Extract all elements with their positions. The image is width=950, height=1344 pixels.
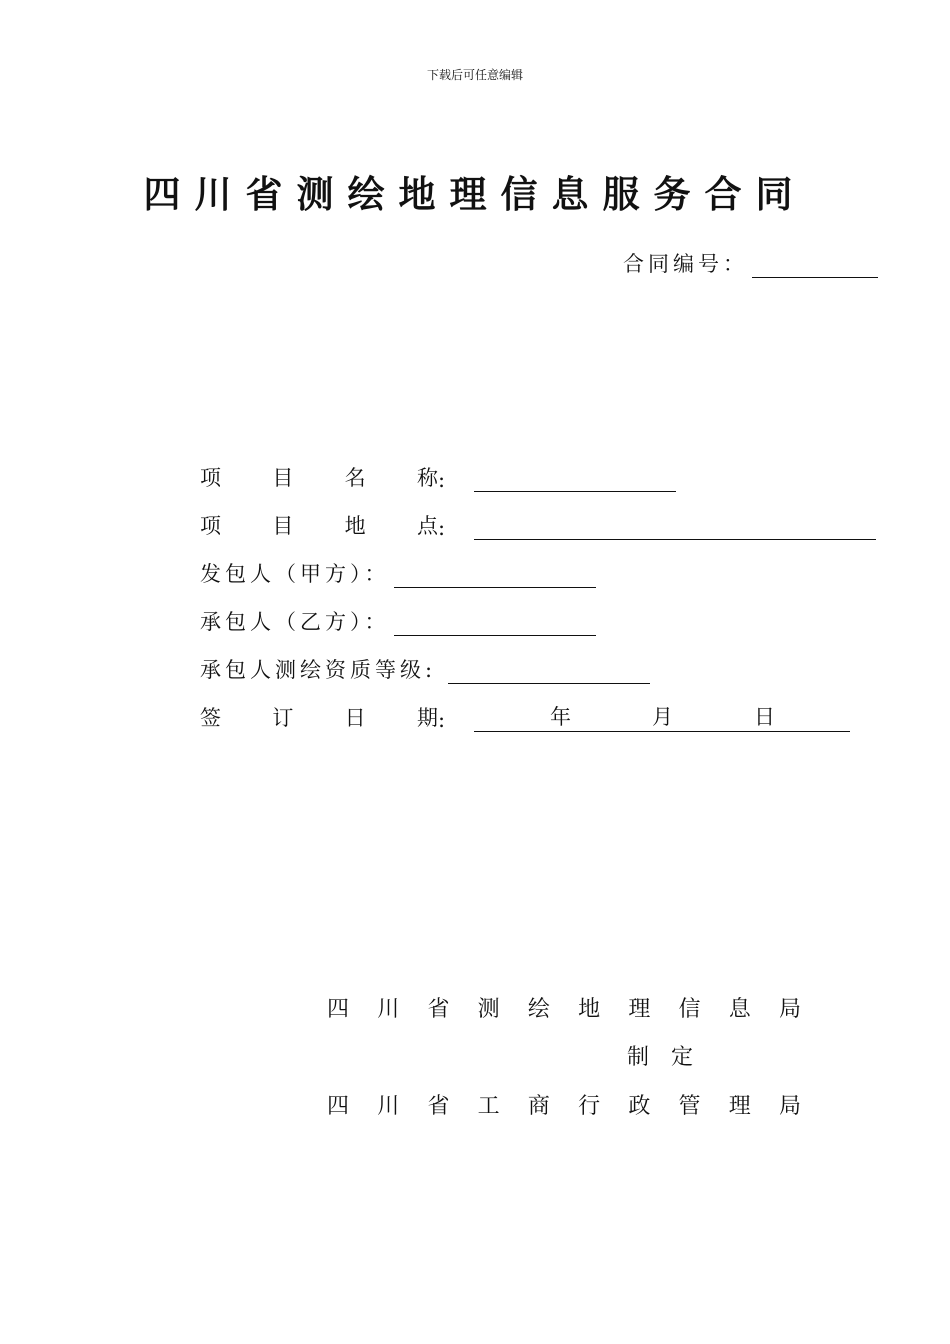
issuer-line-1: 四 川 省 测 绘 地 理 信 息 局 [327,997,801,1022]
sign-date-label: 签 订 日 期 [200,706,438,730]
contract-number [623,248,878,278]
month-label: 月 [652,705,673,729]
document-title: 四川省测绘地理信息服务合同 [143,173,807,216]
header-note: 下载后可任意编辑 [426,68,523,82]
issuer-middle: 制 定 [627,1045,694,1070]
project-location-blank[interactable] [474,513,876,540]
contractor-label: 承包人（乙方）： [200,610,390,634]
project-name-row: 项 目 名 称 : [200,462,676,492]
contractor-blank[interactable] [394,609,596,636]
qualification-blank[interactable] [448,657,650,684]
contract-number-label: 合同编号： [623,252,748,276]
qualification-row [200,654,650,684]
employer-label: 发包人（甲方）： [200,562,390,586]
project-location-row: 项 目 地 点 : [200,510,876,540]
contractor-row [200,606,596,636]
day-label: 日 [754,705,775,729]
employer-blank[interactable] [394,561,596,588]
project-name-label: 项 目 名 称 [200,466,438,490]
qualification-label: 承包人测绘资质等级: [200,658,437,682]
issuer-line-2: 四 川 省 工 商 行 政 管 理 局 [327,1094,801,1119]
sign-date-row: 签 订 日 期 : 年 月 日 [200,702,850,732]
contract-number-blank[interactable] [752,255,878,278]
employer-row [200,558,596,588]
project-name-blank[interactable] [474,465,676,492]
sign-date-blank[interactable] [474,705,850,732]
project-location-label: 项 目 地 点 [200,514,438,538]
year-label: 年 [550,705,571,729]
